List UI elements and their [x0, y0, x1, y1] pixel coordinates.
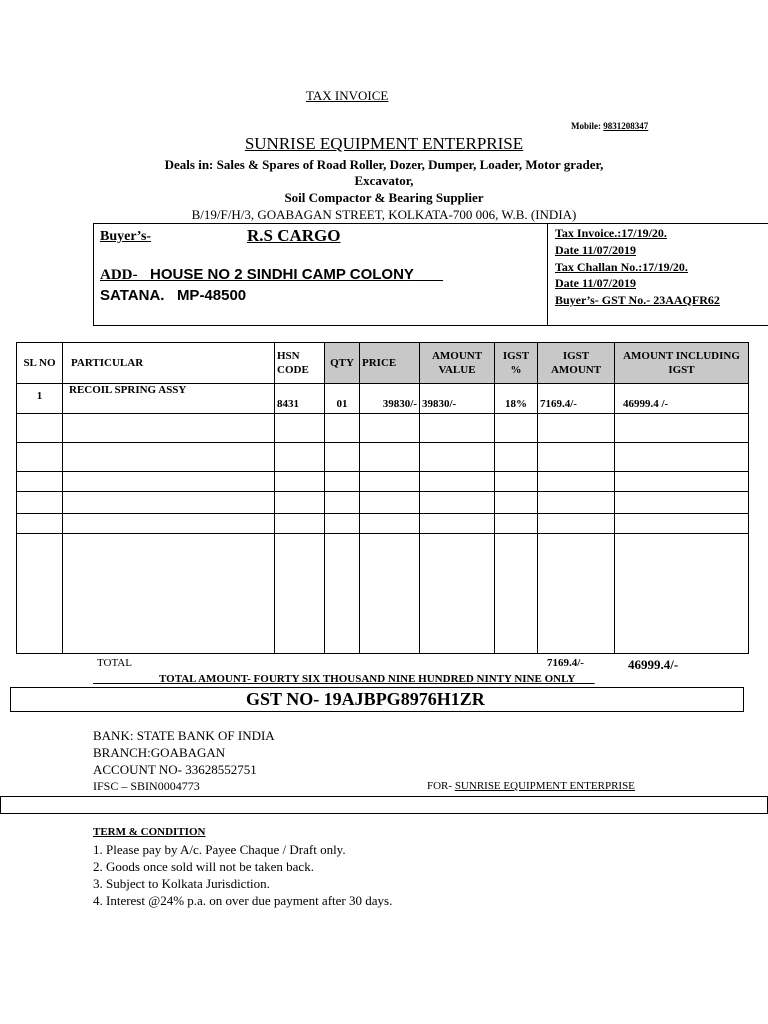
- mobile-number: 9831208347: [603, 121, 649, 131]
- table-row-empty: [17, 514, 749, 534]
- table-header-row: [17, 343, 749, 384]
- document-title: TAX INVOICE: [306, 88, 389, 103]
- col-header-sl: SL NO: [17, 343, 63, 384]
- term-item: 2. Goods once sold will not be taken back.: [93, 859, 314, 874]
- term-item: 1. Please pay by A/c. Payee Chaque / Draft only.: [93, 842, 346, 857]
- buyer-address-text: HOUSE NO 2 SINDHI CAMP COLONY: [150, 266, 414, 283]
- col-header-igst-amount: IGST AMOUNT: [538, 343, 615, 384]
- cell-price: 39830/-: [360, 384, 420, 414]
- cell-particular: RECOIL SPRING ASSY: [63, 384, 275, 414]
- cell-igst-pct: 18%: [495, 384, 538, 414]
- table-row-empty: [17, 534, 749, 654]
- col-header-hsn: HSN CODE: [275, 343, 325, 384]
- cell-igst-amount: 7169.4/-: [538, 384, 615, 414]
- company-address: B/19/F/H/3, GOABAGAN STREET, KOLKATA-700 006, W.B. (INDIA): [191, 207, 577, 222]
- col-header-particular: PARTICULAR: [63, 343, 275, 384]
- term-item: 3. Subject to Kolkata Jurisdiction.: [93, 876, 270, 891]
- table-row-empty: [17, 414, 749, 443]
- total-label: TOTAL: [97, 657, 132, 669]
- table-row-empty: [17, 443, 749, 472]
- seller-gst-number: GST NO- 19AJBPG8976H1ZR: [246, 689, 485, 709]
- buyer-address-line-2: SATANA. MP-48500: [100, 287, 247, 304]
- terms-title: TERM & CONDITION: [93, 826, 206, 838]
- mobile-label: Mobile:: [571, 121, 601, 131]
- for-label: FOR-: [427, 780, 453, 792]
- col-header-price: PRICE: [360, 343, 420, 384]
- table-row: [17, 384, 749, 414]
- for-company: SUNRISE EQUIPMENT ENTERPRISE: [454, 780, 635, 792]
- for-company-line: [427, 780, 635, 792]
- buyer-address-line-1: [100, 266, 443, 284]
- supplier-text: Soil Compactor & Bearing Supplier: [284, 190, 484, 205]
- amount-in-words-text: [93, 673, 595, 685]
- cell-sl: 1: [17, 384, 63, 414]
- tax-invoice-number: Tax Invoice.:17/19/20.: [555, 226, 667, 240]
- deals-line-1: Deals in: Sales & Spares of Road Roller, Dozer, Dumper, Loader, Motor grader,: [164, 157, 604, 172]
- deals-in-text: [0, 157, 768, 189]
- amount-in-words: [93, 673, 595, 685]
- add-label: ADD-: [100, 267, 138, 283]
- mobile-line: [571, 121, 648, 131]
- bank-account: ACCOUNT NO- 33628552751: [93, 762, 257, 777]
- buyer-gst-number: Buyer’s- GST No.- 23AAQFR62: [555, 293, 720, 307]
- amount-in-words-value: TOTAL AMOUNT- FOURTY SIX THOUSAND NINE HUNDRED NINTY NINE ONLY: [159, 673, 576, 685]
- col-header-amount: AMOUNT VALUE: [420, 343, 495, 384]
- items-table: [16, 342, 749, 654]
- col-header-igst-pct: IGST %: [495, 343, 538, 384]
- term-item: 4. Interest @24% p.a. on over due payment after 30 days.: [93, 893, 393, 908]
- bank-ifsc: IFSC – SBIN0004773: [93, 779, 200, 793]
- cell-total: 46999.4 /-: [615, 384, 749, 414]
- cell-qty: 01: [325, 384, 360, 414]
- table-row-empty: [17, 472, 749, 492]
- company-name: SUNRISE EQUIPMENT ENTERPRISE: [244, 134, 524, 153]
- bank-branch: BRANCH:GOABAGAN: [93, 745, 226, 760]
- challan-date: Date 11/07/2019: [555, 276, 636, 290]
- grand-total: 46999.4/-: [628, 657, 679, 672]
- bank-name: BANK: STATE BANK OF INDIA: [93, 728, 275, 743]
- col-header-qty: QTY: [325, 343, 360, 384]
- invoice-date: Date 11/07/2019: [555, 243, 636, 257]
- igst-total: 7169.4/-: [547, 657, 584, 669]
- buyer-name: R.S CARGO: [247, 226, 341, 245]
- tax-challan-number: Tax Challan No.:17/19/20.: [555, 260, 688, 274]
- col-header-total: AMOUNT INCLUDING IGST: [615, 343, 749, 384]
- buyer-label: Buyer’s-: [100, 229, 152, 244]
- cell-amount: 39830/-: [420, 384, 495, 414]
- cell-hsn: 8431: [275, 384, 325, 414]
- deals-line-2: Excavator,: [354, 173, 414, 188]
- signature-box: [0, 796, 768, 814]
- table-row-empty: [17, 492, 749, 514]
